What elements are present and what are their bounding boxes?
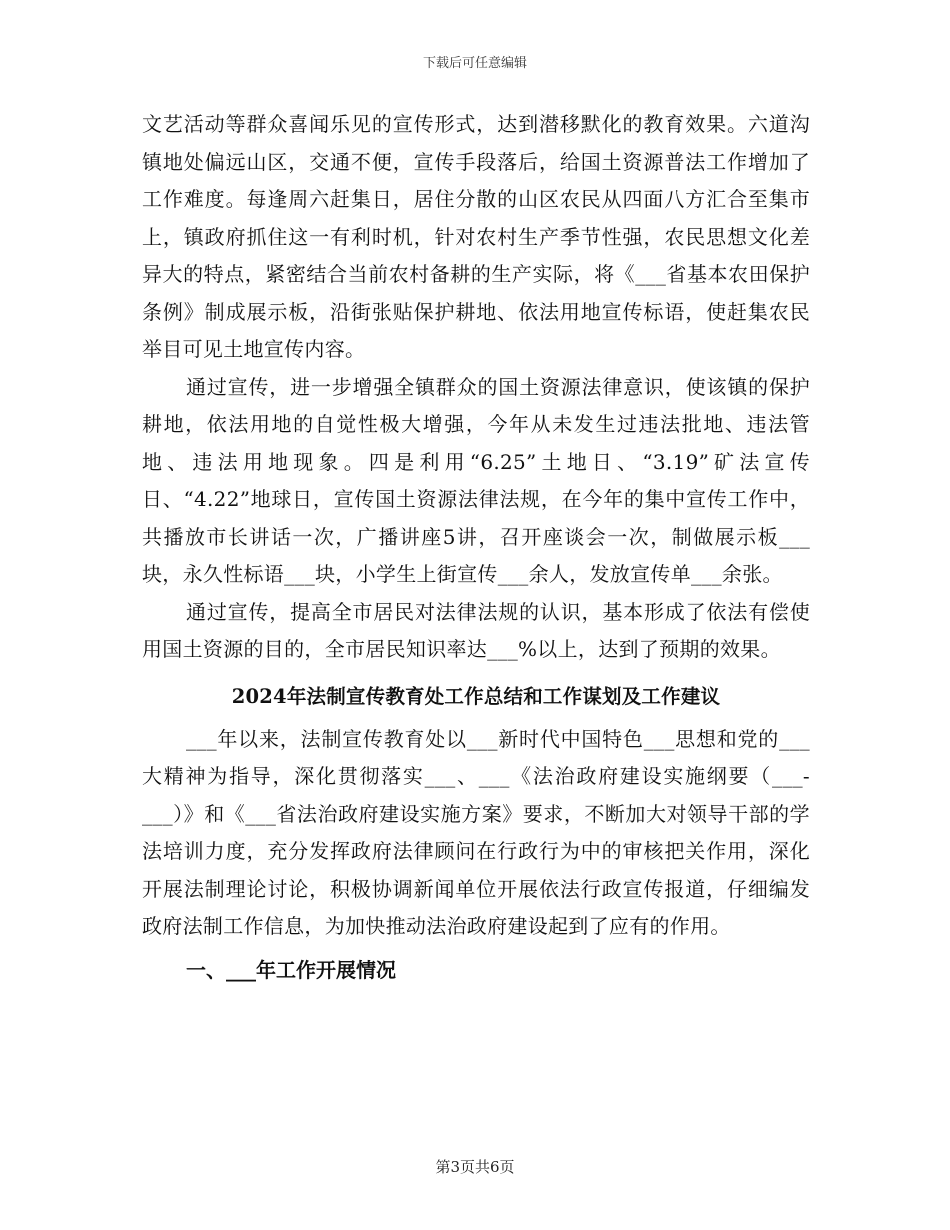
paragraph-awareness: 通过宣传，提高全市居民对法律法规的认识，基本形成了依法有偿使用国土资源的目的，全市居民知识率达___%以上，达到了预期的效果。: [142, 599, 810, 661]
page-header-note: 下载后可任意编辑: [422, 56, 527, 71]
paragraph-publicity-results: 通过宣传，进一步增强全镇群众的国土资源法律意识，使该镇的保护耕地，依法用地的自觉性极大增强，今年从未发生过违法批地、违法管地、违法用地现象。四是利用“6.25”土地日、“3.19”矿法宣传日、“4.22”地球日，宣传国土资源法律法规，在今年的集中宣传工作中，共播放市长讲话一次，广播讲座5讲，召开座谈会一次，制做展示板___块，永久性标语___块，小学生上街宣传___余人，发放宣传单___余张。: [142, 374, 810, 586]
document-body: [142, 106, 810, 989]
page-number: 第3页共6页: [435, 1158, 515, 1176]
document-title: 2024年法制宣传教育处工作总结和工作谋划及工作建议: [231, 684, 721, 708]
paragraph-intro: ___年以来，法制宣传教育处以___新时代中国特色___思想和党的___大精神为指导，深化贯彻落实___、___《法治政府建设实施纲要（___-___）》和《___省法治政府建设实施方案》要求，不断加大对领导干部的学法培训力度，充分发挥政府法律顾问在行政行为中的审核把关作用，深化开展法制理论讨论，积极协调新闻单位开展依法行政宣传报道，仔细编发政府法制工作信息，为加快推动法治政府建设起到了应有的作用。: [142, 726, 810, 938]
section-heading: 一、___年工作开展情况: [186, 957, 396, 982]
paragraph-continuation: 文艺活动等群众喜闻乐见的宣传形式，达到潜移默化的教育效果。六道沟镇地处偏远山区，交通不便，宣传手段落后，给国土资源普法工作增加了工作难度。每逢周六赶集日，居住分散的山区农民从四面八方汇合至集市上，镇政府抓住这一有利时机，针对农村生产季节性强，农民思想文化差异大的特点，紧密结合当前农村备耕的生产实际，将《___省基本农田保护条例》制成展示板，沿街张贴保护耕地、依法用地宣传标语，使赶集农民举目可见土地宣传内容。: [142, 112, 810, 361]
